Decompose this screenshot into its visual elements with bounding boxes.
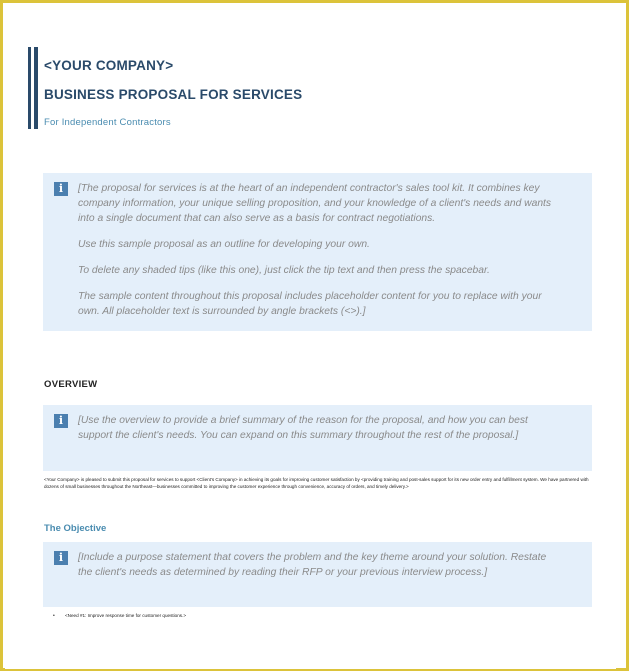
info-icon: i <box>54 551 68 565</box>
tip-paragraph: [Use the overview to provide a brief summary of the reason for the proposal, and how you can best support the client's needs. You can expand on this summary throughout the rest of the proposal.] <box>78 415 528 441</box>
objective-heading[interactable]: The Objective <box>44 523 107 534</box>
bullet-icon: • <box>53 613 55 619</box>
overview-tip-box[interactable] <box>43 405 592 471</box>
need-list-item[interactable]: <Need #1: Improve response time for customer questions.> <box>65 613 187 618</box>
company-name[interactable]: <YOUR COMPANY> <box>44 58 174 73</box>
info-icon: i <box>54 182 68 196</box>
objective-tip-text[interactable] <box>78 550 558 591</box>
header-accent-bar <box>34 47 38 129</box>
document-title[interactable]: BUSINESS PROPOSAL FOR SERVICES <box>44 87 303 102</box>
document-page <box>5 5 616 669</box>
tip-paragraph: To delete any shaded tips (like this one), just click the tip text and then press the spacebar. <box>78 265 490 276</box>
tip-paragraph: The sample content throughout this proposal includes placeholder content for you to replace with your own. All placeholder text is surrounded by angle brackets (<>).] <box>78 291 542 317</box>
overview-heading[interactable]: OVERVIEW <box>44 379 98 390</box>
document-subtitle[interactable]: For Independent Contractors <box>44 117 171 128</box>
overview-body-text[interactable]: <Your Company> is pleased to submit this proposal for services to support <Client's Company> in achieving its goals for improving customer satisfaction by <providing training and post-sales support for its new order entry and fulfillment system. We have partnered with dozens of small businesses throughout the Northeast—businesses committed to improving the customer experience through convenience, accuracy of orders, and timely delivery.> <box>44 477 589 489</box>
tip-paragraph: [Include a purpose statement that covers the problem and the key theme around your solution. Restate the client's needs as determined by reading their RFP or your previous interview process.] <box>78 552 547 578</box>
objective-tip-box[interactable] <box>43 542 592 607</box>
intro-tip-box[interactable] <box>43 173 592 331</box>
info-icon: i <box>54 414 68 428</box>
header-accent-bar <box>28 47 31 129</box>
intro-tip-text[interactable] <box>78 181 558 330</box>
tip-paragraph: Use this sample proposal as an outline for developing your own. <box>78 239 370 250</box>
tip-paragraph: [The proposal for services is at the heart of an independent contractor's sales tool kit. It combines key company information, your unique selling proposition, and your knowledge of a client's needs and wants into a single document that can also serve as a basis for contract negotiations. <box>78 183 552 224</box>
overview-tip-text[interactable] <box>78 413 558 454</box>
